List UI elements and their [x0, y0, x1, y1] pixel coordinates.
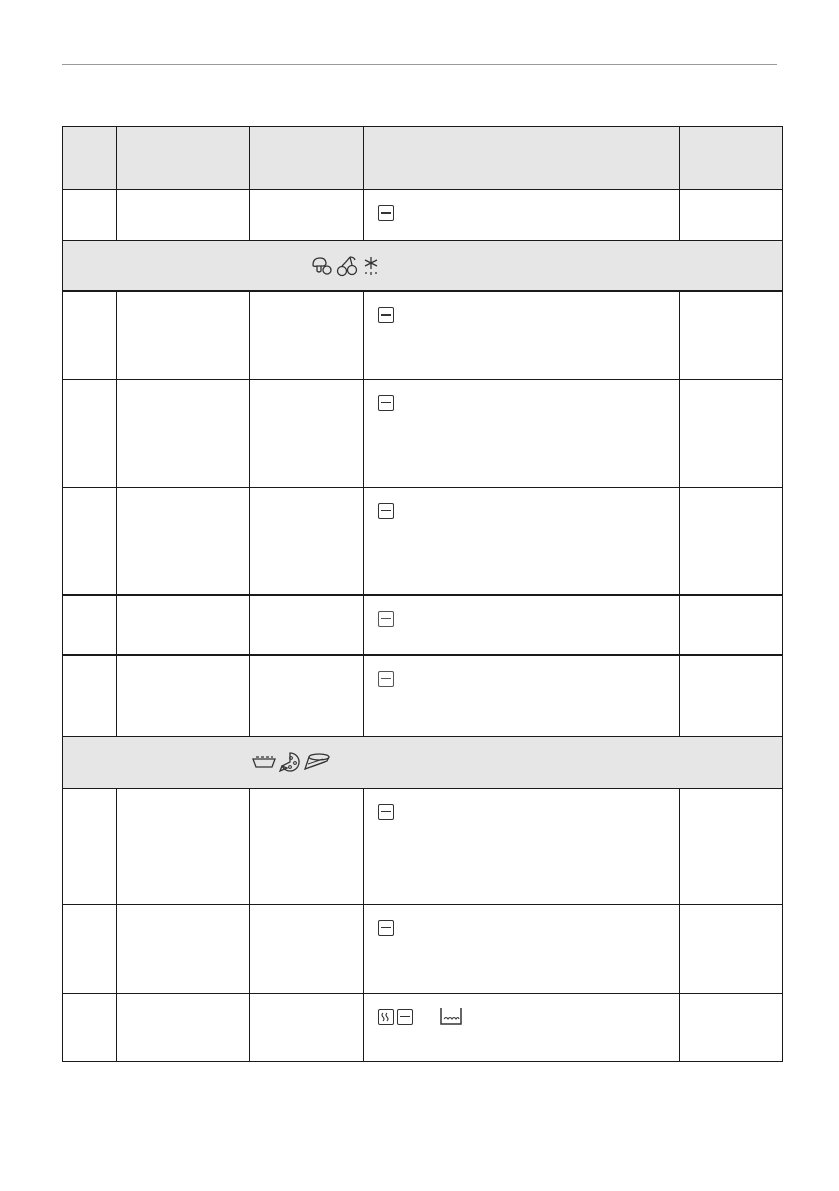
cake-slice-icon	[303, 751, 331, 773]
section-row	[63, 241, 783, 292]
table-cell	[117, 904, 250, 993]
table-cell	[63, 993, 117, 1061]
table-header-row	[63, 127, 783, 190]
table-cell	[117, 595, 250, 655]
bottom-heat-icon	[378, 205, 394, 221]
header-col-3	[250, 127, 364, 190]
defrost-snowflake-icon	[361, 255, 381, 277]
table-cell	[63, 595, 117, 655]
baking-tray-icon	[251, 753, 277, 771]
header-rule	[62, 64, 777, 65]
water-tray-icon	[439, 1006, 463, 1028]
table-row	[63, 993, 783, 1061]
table-cell	[680, 655, 783, 736]
table-cell	[117, 487, 250, 595]
table-cell	[364, 655, 680, 736]
table-cell	[250, 190, 364, 241]
table-row	[63, 291, 783, 379]
bottom-heat-icon	[378, 804, 394, 820]
table-cell	[117, 291, 250, 379]
table-cell	[250, 379, 364, 487]
pizza-icon	[279, 751, 301, 773]
table-cell	[364, 190, 680, 241]
fruit-icon	[335, 255, 359, 277]
mushroom-icon	[311, 256, 333, 276]
table-cell	[117, 788, 250, 904]
cooking-table	[62, 126, 783, 1062]
table-row	[63, 655, 783, 736]
bottom-heat-icon	[378, 307, 394, 323]
bottom-heat-icon	[378, 671, 394, 687]
header-col-5	[680, 127, 783, 190]
header-col-2	[117, 127, 250, 190]
table-cell	[680, 487, 783, 595]
table-cell	[364, 993, 680, 1061]
section-cell	[63, 241, 783, 292]
table-cell	[250, 487, 364, 595]
table-cell	[63, 904, 117, 993]
table-row	[63, 190, 783, 241]
table-cell	[63, 291, 117, 379]
table-cell	[250, 655, 364, 736]
table-cell	[680, 595, 783, 655]
table-cell	[364, 379, 680, 487]
table-row	[63, 487, 783, 595]
table-cell	[250, 993, 364, 1061]
table-row	[63, 904, 783, 993]
table-row	[63, 788, 783, 904]
steam-icon	[378, 1009, 394, 1025]
bottom-heat-icon	[397, 1009, 413, 1025]
header-col-4	[364, 127, 680, 190]
table-cell	[680, 291, 783, 379]
table-row	[63, 595, 783, 655]
table-cell	[250, 904, 364, 993]
table-cell	[63, 379, 117, 487]
section-cell	[63, 736, 783, 788]
table-cell	[250, 595, 364, 655]
table-cell	[364, 904, 680, 993]
table-cell	[117, 190, 250, 241]
table-cell	[117, 379, 250, 487]
table-cell	[364, 595, 680, 655]
bottom-heat-icon	[378, 503, 394, 519]
table-row	[63, 379, 783, 487]
section-row	[63, 736, 783, 788]
table-cell	[364, 291, 680, 379]
table-cell	[680, 379, 783, 487]
bottom-heat-icon	[378, 611, 394, 627]
table-cell	[680, 993, 783, 1061]
table-cell	[364, 487, 680, 595]
table-cell	[250, 291, 364, 379]
table-cell	[117, 655, 250, 736]
bottom-heat-icon	[378, 395, 394, 411]
table-cell	[63, 788, 117, 904]
table-cell	[680, 190, 783, 241]
header-col-1	[63, 127, 117, 190]
table-cell	[680, 904, 783, 993]
table-cell	[63, 190, 117, 241]
table-cell	[250, 788, 364, 904]
table-cell	[63, 655, 117, 736]
table-cell	[680, 788, 783, 904]
table-cell	[117, 993, 250, 1061]
table-cell	[63, 487, 117, 595]
table-cell	[364, 788, 680, 904]
bottom-heat-icon	[378, 920, 394, 936]
